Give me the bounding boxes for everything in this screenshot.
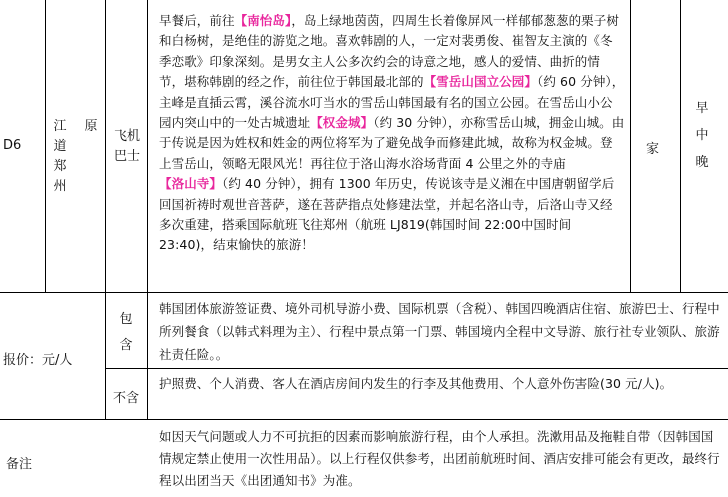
meals-cell [694, 95, 710, 176]
row-divider-1 [0, 292, 728, 293]
transport-cell [112, 127, 142, 167]
row-divider-3 [0, 419, 728, 420]
highlight-gwongeumseong: 【权金城】 [310, 115, 374, 131]
includes-label-cell [118, 307, 134, 359]
day-label: D6 [3, 138, 22, 153]
region-column-1 [52, 117, 68, 197]
col-divider-5 [680, 0, 681, 292]
transport-text: 飞机巴士 [113, 129, 140, 164]
region-column-2 [83, 117, 99, 137]
highlight-seoraksan-park: 【雪岳山国立公园】 [423, 74, 538, 90]
itinerary-text: 早餐后，前往【南怡岛】，岛上绿地茵茵，四周生长着像屏风一样郁郁葱葱的栗子树和白杨树，是绝佳的游览之地。喜欢韩剧的人，一定对裴勇俊、崔智友主演的《冬季恋歌》印象深刻。是男女主人公多次约会的诗意之地，感人的爱情、曲折的情节，堪称韩剧的经之作，前往位于韩国最北部的【雪岳山国立公园】（约 60 分钟），主峰是直插云霄，溪谷流水叮当水的雪岳山韩国最有名的国立公园。在雪岳山小公园内突山中的一处古城遗址【权金城】（约 30 分钟），亦称雪岳山城，拥金山城。由于传说是因为姓权和姓金的两位将军为了避免战争而修建此城，故称为权金城。登上雪岳山，领略无限风光！再往位于洛山海水浴场背面 4 公里之外的寺庙【洛山寺】（约 40 分钟），拥有 1300 年历史，传说该寺是义湘在中国唐朝留学后回国祈祷时观世音菩萨，遂在菩萨指点处修建法堂，并起名洛山寺，后洛山寺又经多次重建，搭乘国际航班飞往郑州（航班 LJ819(韩国时间 22:00中国时间 23:40)，结束愉快的旅游！ [159, 13, 625, 253]
col-divider-2 [105, 0, 106, 419]
col-divider-4 [630, 0, 631, 292]
remarks-text: 如因天气问题或人力不可抗拒的因素而影响旅游行程，由个人承担。洗漱用品及拖鞋自带（因韩国国情规定禁止使用一次性用品）。以上行程仅供参考，出团前航班时间、酒店安排可能会有更改，最终行程以出团当天《出团通知书》为准。 [159, 429, 720, 488]
excludes-text: 护照费、个人消费、客人在酒店房间内发生的行李及其他费用、个人意外伤害险(30 元/人)。 [159, 376, 673, 391]
meals-text: 早中晚 [695, 101, 709, 170]
excludes-label: 不含 [113, 391, 140, 406]
col-divider-1 [45, 0, 46, 292]
includes-text: 韩国团体旅游签证费、境外司机导游小费、国际机票（含税）、韩国四晚酒店住宿、旅游巴士、行程中所列餐食（以韩式料理为主）、行程中景点第一门票、韩国境内全程中文导游、旅行社专业领队、旅游社责任险。。 [159, 301, 720, 362]
price-label: 报价：元/人 [3, 353, 73, 368]
region-text-1: 江道郑州 [53, 119, 67, 194]
accommodation-cell: 家 [646, 142, 660, 157]
remarks-label: 备注 [6, 457, 33, 472]
col-divider-3 [147, 0, 148, 419]
includes-label: 包含 [119, 312, 133, 353]
highlight-nami-island: 【南怡岛】 [234, 13, 292, 28]
highlight-naksansa: 【洛山寺】 [159, 176, 223, 192]
row-divider-2 [105, 368, 728, 369]
region-text-2: 原 [84, 119, 98, 134]
